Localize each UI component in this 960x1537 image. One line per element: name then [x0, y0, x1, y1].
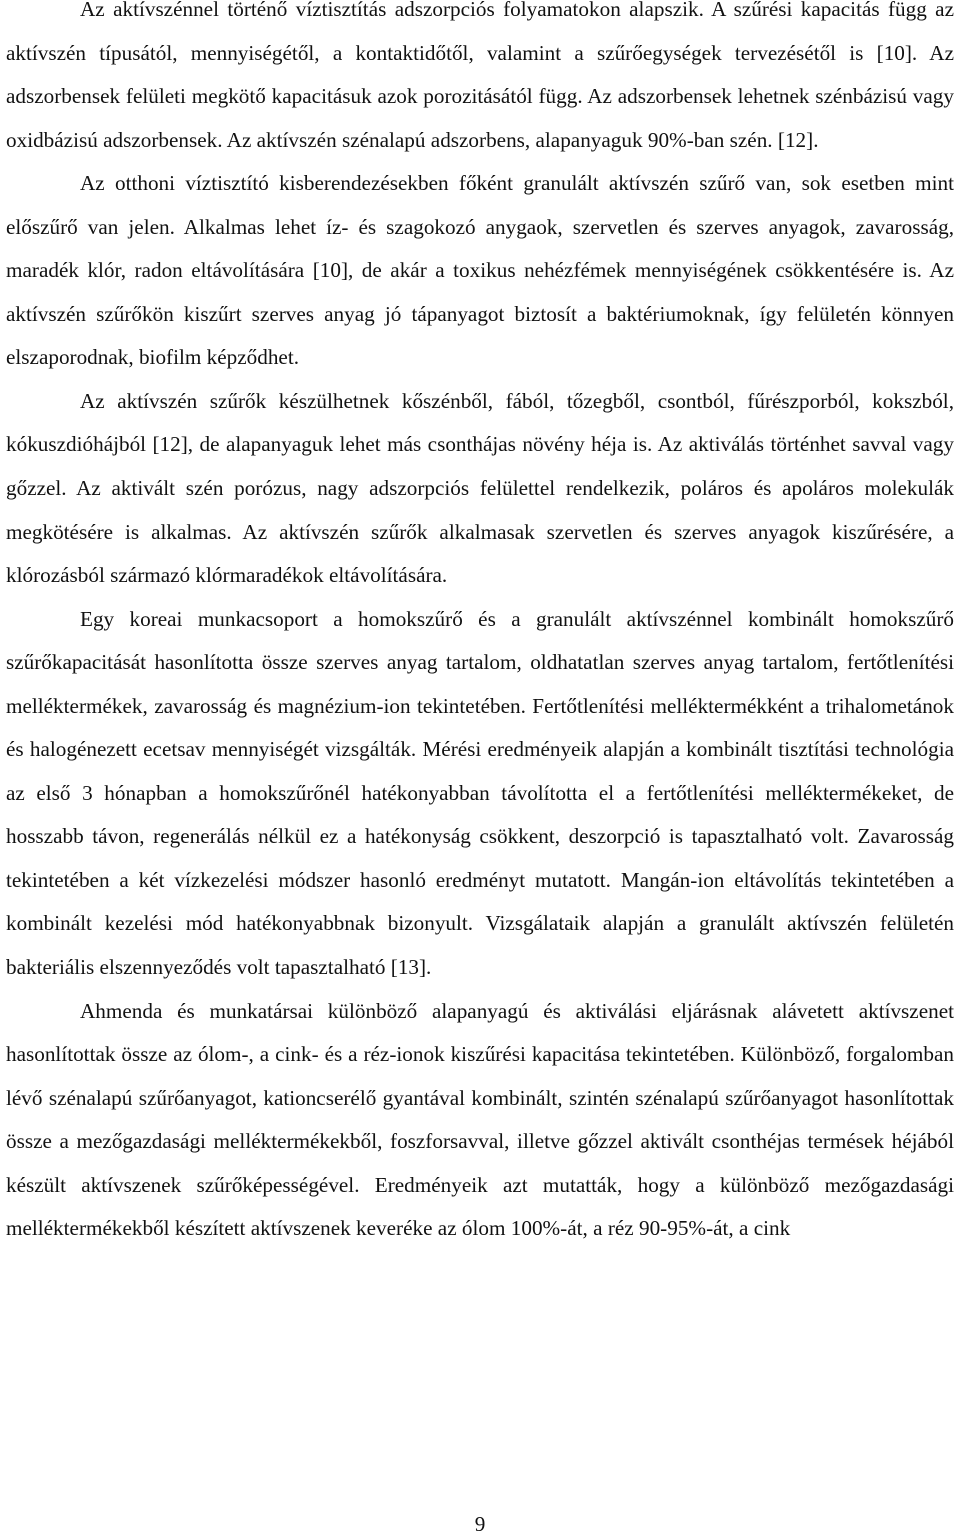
paragraph-ahmenda-study: Ahmenda és munkatársai különböző alapanyagú és aktiválási eljárásnak alávetett aktívszenet hasonlítottak össze az ólom-, a cink- és a réz-ionok kiszűrési kapacitása tekintetében. Különböző, forgalomban lévő szénalapú szűrőanyagot, kationcserélő gyantával kombinált, szintén szénalapú szűrőanyagot hasonlítottak össze a mezőgazdasági melléktermékekből, foszforsavval, illetve gőzzel aktivált csonthéjas termések héjából készült aktívszenek szűrőképességével. Eredményeik azt mutatták, hogy a különböző mezőgazdasági melléktermékekből készített aktívszenek keveréke az ólom 100%-át, a réz 90-95%-át, a cink — [6, 998, 954, 1241]
paragraph-korean-study: Egy koreai munkacsoport a homokszűrő és a granulált aktívszénnel kombinált homokszűrő szűrőkapacitását hasonlította össze szerves anyag tartalom, oldhatatlan szerves anyag tartalom, fertőtlenítési melléktermékek, zavarosság és magnézium-ion tekintetében. Fertőtlenítési melléktermékként a trihalometánok és halogénezett ecetsav mennyiségét vizsgálták. Mérési eredményeik alapján a kombinált tisztítási technológia az első 3 hónapban a homokszűrőnél hatékonyabban távolította el a fertőtlenítési melléktermékeket, de hosszabb távon, regenerálás nélkül ez a hatékonyság csökkent, deszorpció is tapasztalható volt. Zavarosság tekintetében a két vízkezelési módszer hasonló eredményt mutatott. Mangán-ion eltávolítás tekintetében a kombinált kezelési mód hatékonyabbnak bizonyult. Vizsgálataik alapján a granulált aktívszén felületén bakteriális elszennyeződés volt tapasztalható [13]. — [6, 606, 954, 980]
page-number: 9 — [474, 1512, 486, 1536]
document-body — [6, 0, 954, 1251]
paragraph-activated-carbon-adsorption: Az aktívszénnel történő víztisztítás adszorpciós folyamatokon alapszik. A szűrési kapacitás függ az aktívszén típusától, mennyiségétől, a kontaktidőtől, valamint a szűrőegységek tervezésétől is [10]. Az adszorbensek felületi megkötő kapacitásuk azok porozitásától függ. Az adszorbensek lehetnek szénbázisú vagy oxidbázisú adszorbensek. Az aktívszén szénalapú adszorbens, alapanyaguk 90%-ban szén. [12]. — [6, 0, 954, 152]
paragraph-home-water-filters: Az otthoni víztisztító kisberendezésekben főként granulált aktívszén szűrő van, sok esetben mint előszűrő van jelen. Alkalmas lehet íz- és szagokozó anygaok, szervetlen és szerves anyagok, zavarosság, maradék klór, radon eltávolítására [10], de akár a toxikus nehézfémek mennyiségének csökkentésére is. Az aktívszén szűrőkön kiszűrt szerves anyag jó tápanyagot biztosít a baktériumoknak, így felületén könnyen elszaporodnak, biofilm képződhet. — [6, 171, 954, 370]
paragraph-filter-materials: Az aktívszén szűrők készülhetnek kőszénből, fából, tőzegből, csontból, fűrészporból, kokszból, kókuszdióhájból [12], de alapanyaguk lehet más csonthájas növény héja is. Az aktiválás történhet savval vagy gőzzel. Az aktivált szén porózus, nagy adszorpciós felülettel rendelkezik, poláros és apoláros molekulák megkötésére is alkalmas. Az aktívszén szűrők alkalmasak szervetlen és szerves anyagok kiszűrésére, a klórozásból származó klórmaradékok eltávolítására. — [6, 388, 954, 588]
